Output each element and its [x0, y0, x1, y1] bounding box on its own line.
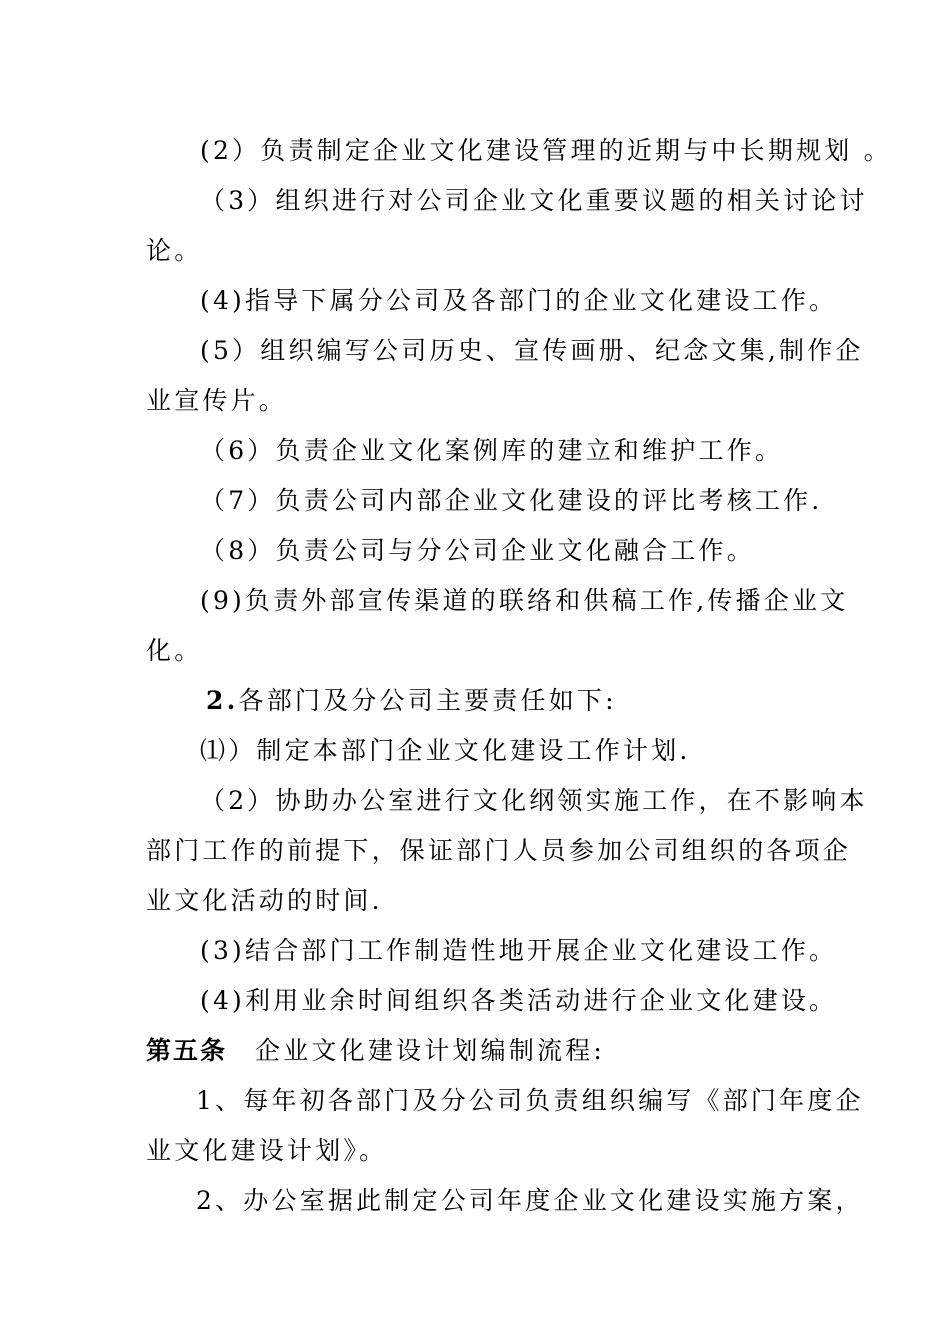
- department-item-2: （2）协助办公室进行文化纲领实施工作，在不影响本: [200, 786, 868, 815]
- section-2-number: 2.: [206, 686, 239, 715]
- process-step-1-cont: 业文化建设计划》。: [146, 1136, 388, 1165]
- responsibility-item-5: (5）组织编写公司历史、宣传画册、纪念文集,制作企: [200, 336, 864, 365]
- article-5-text: 企业文化建设计划编制流程:: [255, 1036, 606, 1065]
- article-5: [146, 1036, 605, 1066]
- article-5-heading: 第五条: [146, 1036, 228, 1065]
- section-2-heading: [206, 686, 617, 716]
- responsibility-item-7: （7）负责公司内部企业文化建设的评比考核工作.: [200, 486, 823, 515]
- department-item-3: (3)结合部门工作制造性地开展企业文化建设工作。: [200, 936, 838, 965]
- responsibility-item-9: (9)负责外部宣传渠道的联络和供稿工作,传播企业文: [200, 586, 849, 615]
- responsibility-item-5-cont: 业宣传片。: [146, 386, 288, 415]
- responsibility-item-2: (2）负责制定企业文化建设管理的近期与中长期规划 。: [200, 136, 892, 165]
- responsibility-item-3: （3）组织进行对公司企业文化重要议题的相关讨论讨: [200, 186, 868, 215]
- department-item-4: (4)利用业余时间组织各类活动进行企业文化建设。: [200, 986, 838, 1015]
- department-item-2-cont-1: 部门工作的前提下，保证部门人员参加公司组织的各项企: [146, 836, 852, 865]
- responsibility-item-6: （6）负责企业文化案例库的建立和维护工作。: [200, 436, 784, 465]
- responsibility-item-4: (4)指导下属分公司及各部门的企业文化建设工作。: [200, 286, 838, 315]
- responsibility-item-8: （8）负责公司与分公司企业文化融合工作。: [200, 536, 755, 565]
- process-step-1: 1、每年初各部门及分公司负责组织编写《部门年度企: [196, 1086, 864, 1115]
- responsibility-item-9-cont: 化。: [146, 636, 203, 665]
- department-item-1: ⑴）制定本部门企业文化建设工作计划.: [200, 736, 691, 765]
- section-2-title: 各部门及分公司主要责任如下:: [238, 686, 617, 715]
- department-item-2-cont-2: 业文化活动的时间.: [146, 886, 383, 915]
- process-step-2: 2、办公室据此制定公司年度企业文化建设实施方案，: [196, 1186, 864, 1215]
- responsibility-item-3-cont: 论。: [146, 236, 203, 265]
